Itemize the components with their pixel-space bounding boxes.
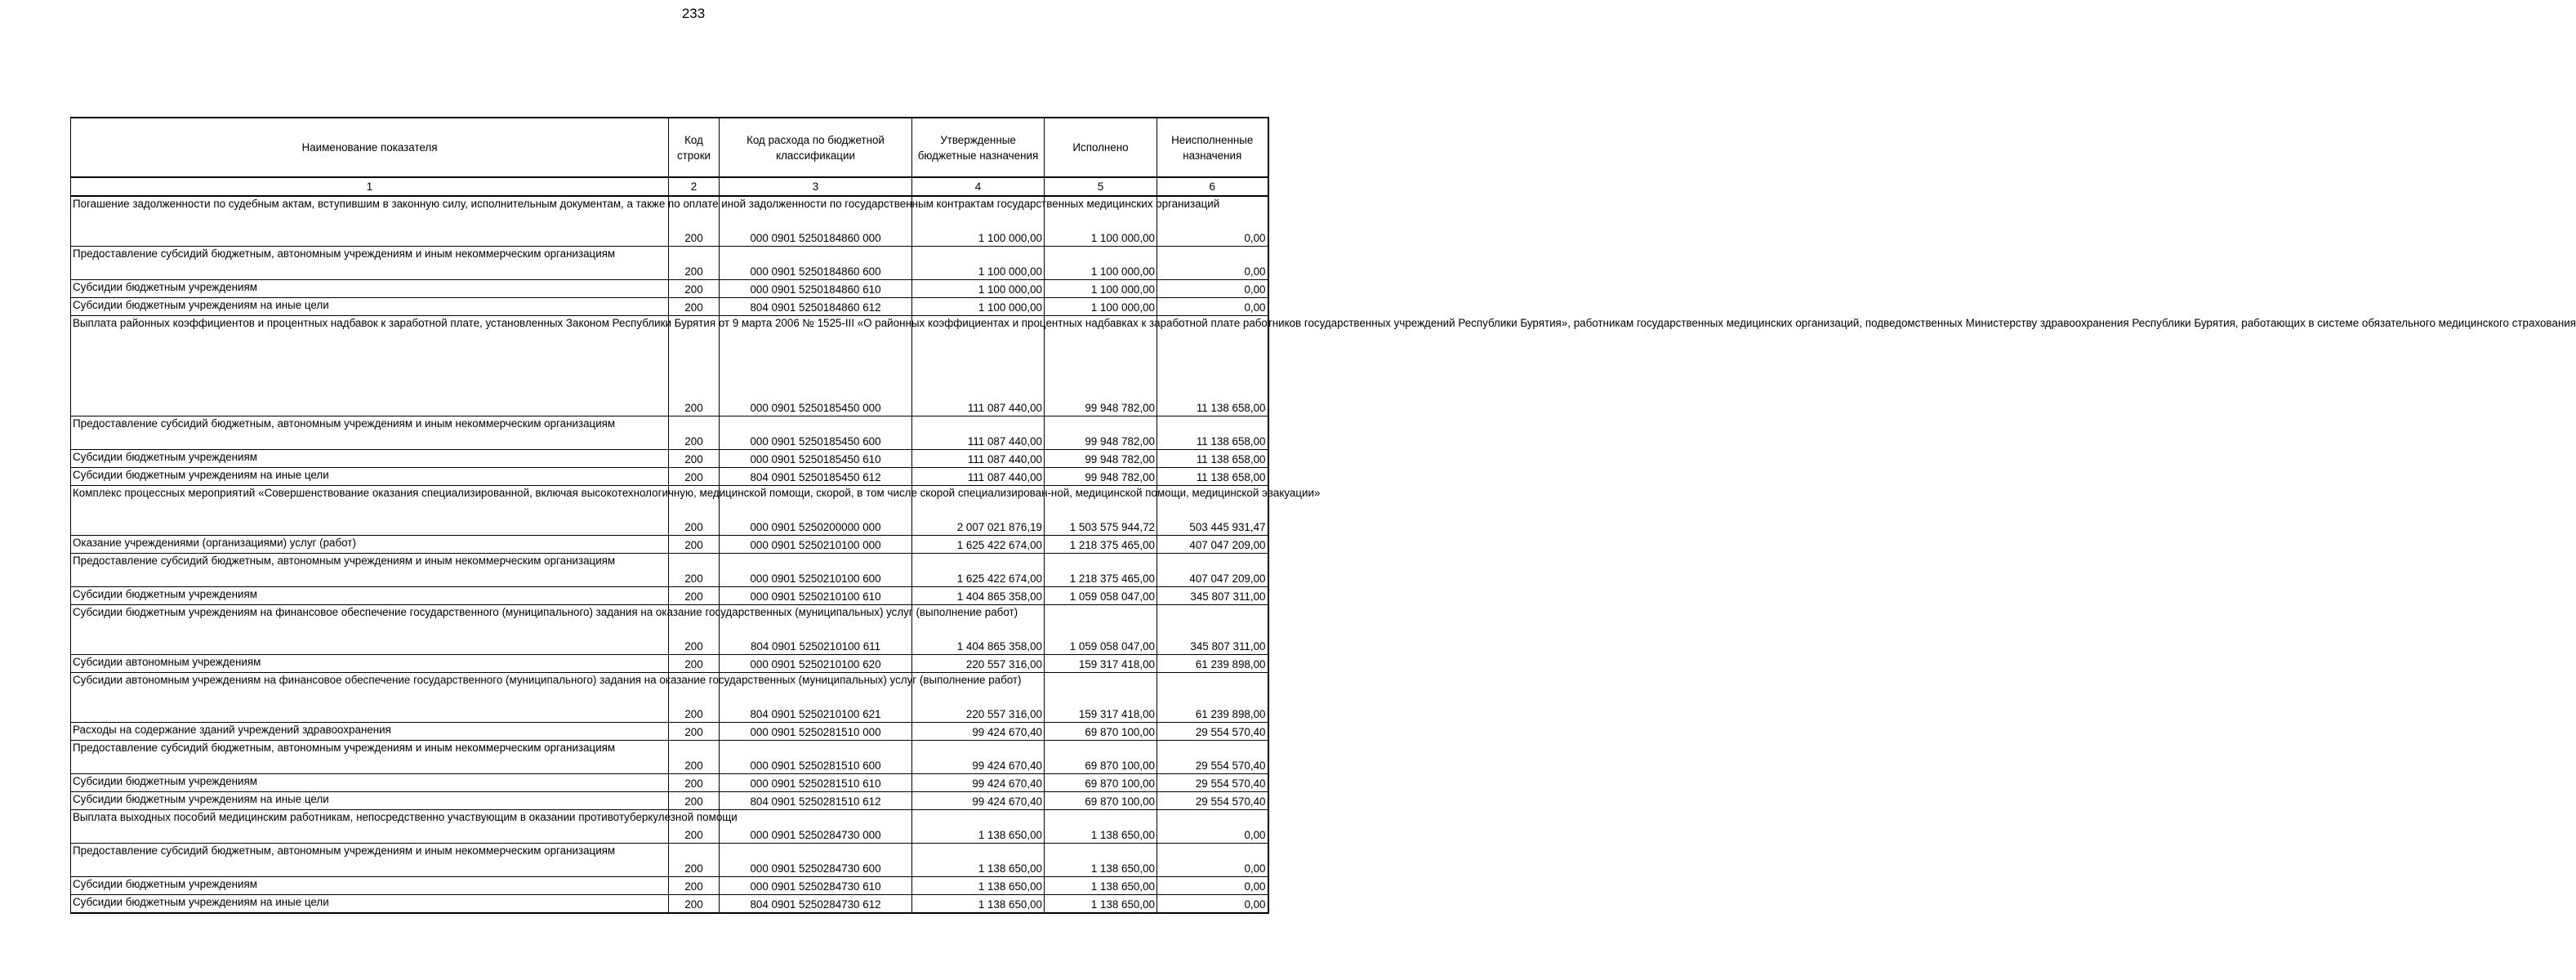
table-row [71, 280, 1268, 298]
table-row [71, 416, 1268, 450]
indicator-name-cell: Субсидии бюджетным учреждениям [71, 774, 669, 792]
column-number: 3 [720, 177, 912, 196]
row-code-cell: 200 [669, 673, 720, 723]
unexecuted-amount-cell: 407 047 209,00 [1157, 536, 1268, 554]
indicator-name-cell: Погашение задолженности по судебным актам, вступившим в законную силу, исполнительным документам, а также по оплате иной задолженности по государственным контрактам государственных медицинских организаций [71, 196, 669, 247]
unexecuted-amount-cell: 0,00 [1157, 877, 1268, 895]
table-row [71, 673, 1268, 723]
table-row [71, 723, 1268, 741]
row-code-cell: 200 [669, 877, 720, 895]
executed-amount-cell: 1 059 058 047,00 [1045, 587, 1157, 605]
indicator-name-cell: Субсидии бюджетным учреждениям [71, 280, 669, 298]
indicator-name-cell: Выплата районных коэффициентов и процентных надбавок к заработной плате, установленных Законом Республики Бурятия от 9 марта 2006 № 1525-III «О районных коэффициентах и процентных надбавках к заработной плате работников государственных учреждений Республики Бурятия», работникам государственных медицинских организаций, подведомственных Министерству здравоохранения Республики Бурятия, работающих в системе обязательного медицинского страхования [71, 316, 669, 416]
approved-amount-cell: 1 625 422 674,00 [912, 554, 1045, 587]
unexecuted-amount-cell: 61 239 898,00 [1157, 673, 1268, 723]
approved-amount-cell: 1 404 865 358,00 [912, 587, 1045, 605]
approved-amount-cell: 111 087 440,00 [912, 450, 1045, 468]
row-code-cell: 200 [669, 450, 720, 468]
indicator-name-cell: Выплата выходных пособий медицинским работникам, непосредственно участвующим в оказании противотуберкулезной помощи [71, 810, 669, 844]
executed-amount-cell: 1 100 000,00 [1045, 196, 1157, 247]
table-row [71, 877, 1268, 895]
approved-amount-cell: 99 424 670,40 [912, 741, 1045, 774]
header-cell: Утвержденные бюджетные назначения [912, 118, 1045, 177]
approved-amount-cell: 1 100 000,00 [912, 247, 1045, 280]
indicator-name-cell: Расходы на содержание зданий учреждений здравоохранения [71, 723, 669, 741]
approved-amount-cell: 1 138 650,00 [912, 895, 1045, 914]
budget-classification-cell: 000 0901 5250184860 600 [720, 247, 912, 280]
unexecuted-amount-cell: 11 138 658,00 [1157, 468, 1268, 486]
unexecuted-amount-cell: 0,00 [1157, 280, 1268, 298]
budget-classification-cell: 000 0901 5250210100 610 [720, 587, 912, 605]
approved-amount-cell: 111 087 440,00 [912, 468, 1045, 486]
budget-classification-cell: 000 0901 5250210100 600 [720, 554, 912, 587]
executed-amount-cell: 1 138 650,00 [1045, 895, 1157, 914]
executed-amount-cell: 1 100 000,00 [1045, 298, 1157, 316]
row-code-cell: 200 [669, 810, 720, 844]
indicator-name-cell: Субсидии бюджетным учреждениям на финансовое обеспечение государственного (муниципального) задания на оказание государственных (муниципальных) услуг (выполнение работ) [71, 605, 669, 655]
executed-amount-cell: 1 138 650,00 [1045, 877, 1157, 895]
indicator-name-cell: Субсидии бюджетным учреждениям [71, 450, 669, 468]
executed-amount-cell: 69 870 100,00 [1045, 741, 1157, 774]
unexecuted-amount-cell: 61 239 898,00 [1157, 655, 1268, 673]
table-row [71, 774, 1268, 792]
header-cell: Исполнено [1045, 118, 1157, 177]
table-row [71, 587, 1268, 605]
budget-report-table [70, 117, 2576, 914]
approved-amount-cell: 111 087 440,00 [912, 416, 1045, 450]
unexecuted-amount-cell: 29 554 570,40 [1157, 792, 1268, 810]
executed-amount-cell: 99 948 782,00 [1045, 416, 1157, 450]
budget-classification-cell: 000 0901 5250185450 000 [720, 316, 912, 416]
approved-amount-cell: 1 138 650,00 [912, 877, 1045, 895]
row-code-cell: 200 [669, 741, 720, 774]
approved-amount-cell: 1 625 422 674,00 [912, 536, 1045, 554]
budget-classification-cell: 804 0901 5250284730 612 [720, 895, 912, 914]
column-number: 6 [1157, 177, 1268, 196]
unexecuted-amount-cell: 11 138 658,00 [1157, 416, 1268, 450]
indicator-name-cell: Субсидии бюджетным учреждениям на иные цели [71, 298, 669, 316]
unexecuted-amount-cell: 0,00 [1157, 895, 1268, 914]
table-row [71, 298, 1268, 316]
approved-amount-cell: 1 138 650,00 [912, 810, 1045, 844]
approved-amount-cell: 1 100 000,00 [912, 298, 1045, 316]
row-code-cell: 200 [669, 723, 720, 741]
budget-classification-cell: 000 0901 5250184860 610 [720, 280, 912, 298]
table-row [71, 655, 1268, 673]
unexecuted-amount-cell: 407 047 209,00 [1157, 554, 1268, 587]
header-cell: Неисполненные назначения [1157, 118, 1268, 177]
unexecuted-amount-cell: 345 807 311,00 [1157, 587, 1268, 605]
unexecuted-amount-cell: 345 807 311,00 [1157, 605, 1268, 655]
table-row [71, 741, 1268, 774]
table-row [71, 486, 1268, 536]
budget-classification-cell: 000 0901 5250185450 610 [720, 450, 912, 468]
executed-amount-cell: 1 138 650,00 [1045, 844, 1157, 877]
executed-amount-cell: 99 948 782,00 [1045, 468, 1157, 486]
indicator-name-cell: Субсидии бюджетным учреждениям [71, 877, 669, 895]
indicator-name-cell: Оказание учреждениями (организациями) услуг (работ) [71, 536, 669, 554]
column-number: 1 [71, 177, 669, 196]
page-number: 233 [681, 6, 706, 21]
executed-amount-cell: 99 948 782,00 [1045, 450, 1157, 468]
table-row [71, 895, 1268, 914]
budget-classification-cell: 000 0901 5250200000 000 [720, 486, 912, 536]
indicator-name-cell: Субсидии бюджетным учреждениям на иные цели [71, 792, 669, 810]
approved-amount-cell: 99 424 670,40 [912, 774, 1045, 792]
budget-classification-cell: 000 0901 5250284730 610 [720, 877, 912, 895]
budget-classification-cell: 000 0901 5250185450 600 [720, 416, 912, 450]
budget-classification-cell: 000 0901 5250281510 000 [720, 723, 912, 741]
indicator-name-cell: Субсидии автономным учреждениям на финансовое обеспечение государственного (муниципального) задания на оказание государственных (муниципальных) услуг (выполнение работ) [71, 673, 669, 723]
table-row [71, 810, 1268, 844]
approved-amount-cell: 111 087 440,00 [912, 316, 1045, 416]
unexecuted-amount-cell: 0,00 [1157, 298, 1268, 316]
column-number: 5 [1045, 177, 1157, 196]
budget-classification-cell: 000 0901 5250210100 000 [720, 536, 912, 554]
table-row [71, 196, 1268, 247]
unexecuted-amount-cell: 11 138 658,00 [1157, 316, 1268, 416]
budget-classification-cell: 000 0901 5250284730 000 [720, 810, 912, 844]
budget-classification-cell: 000 0901 5250210100 620 [720, 655, 912, 673]
table-row [71, 844, 1268, 877]
header-cell: Код расхода по бюджетной классификации [720, 118, 912, 177]
row-code-cell: 200 [669, 792, 720, 810]
executed-amount-cell: 1 503 575 944,72 [1045, 486, 1157, 536]
executed-amount-cell: 99 948 782,00 [1045, 316, 1157, 416]
executed-amount-cell: 1 218 375 465,00 [1045, 554, 1157, 587]
unexecuted-amount-cell: 0,00 [1157, 196, 1268, 247]
budget-classification-cell: 804 0901 5250184860 612 [720, 298, 912, 316]
executed-amount-cell: 159 317 418,00 [1045, 673, 1157, 723]
unexecuted-amount-cell: 29 554 570,40 [1157, 741, 1268, 774]
approved-amount-cell: 99 424 670,40 [912, 792, 1045, 810]
budget-classification-cell: 804 0901 5250281510 612 [720, 792, 912, 810]
unexecuted-amount-cell: 29 554 570,40 [1157, 774, 1268, 792]
row-code-cell: 200 [669, 247, 720, 280]
row-code-cell: 200 [669, 316, 720, 416]
row-code-cell: 200 [669, 895, 720, 914]
column-number: 2 [669, 177, 720, 196]
executed-amount-cell: 159 317 418,00 [1045, 655, 1157, 673]
indicator-name-cell: Предоставление субсидий бюджетным, автономным учреждениям и иным некоммерческим организациям [71, 416, 669, 450]
unexecuted-amount-cell: 0,00 [1157, 810, 1268, 844]
unexecuted-amount-cell: 0,00 [1157, 247, 1268, 280]
indicator-name-cell: Предоставление субсидий бюджетным, автономным учреждениям и иным некоммерческим организациям [71, 247, 669, 280]
approved-amount-cell: 2 007 021 876,19 [912, 486, 1045, 536]
budget-classification-cell: 804 0901 5250210100 611 [720, 605, 912, 655]
budget-classification-cell: 000 0901 5250284730 600 [720, 844, 912, 877]
row-code-cell: 200 [669, 587, 720, 605]
executed-amount-cell: 69 870 100,00 [1045, 774, 1157, 792]
budget-classification-cell: 000 0901 5250281510 600 [720, 741, 912, 774]
header-row [71, 118, 1268, 177]
executed-amount-cell: 1 218 375 465,00 [1045, 536, 1157, 554]
row-code-cell: 200 [669, 486, 720, 536]
approved-amount-cell: 1 100 000,00 [912, 280, 1045, 298]
indicator-name-cell: Предоставление субсидий бюджетным, автономным учреждениям и иным некоммерческим организациям [71, 844, 669, 877]
unexecuted-amount-cell: 11 138 658,00 [1157, 450, 1268, 468]
indicator-name-cell: Субсидии бюджетным учреждениям [71, 587, 669, 605]
indicator-name-cell: Субсидии автономным учреждениям [71, 655, 669, 673]
indicator-name-cell: Субсидии бюджетным учреждениям на иные цели [71, 468, 669, 486]
row-code-cell: 200 [669, 655, 720, 673]
table-row [71, 554, 1268, 587]
budget-classification-cell: 804 0901 5250210100 621 [720, 673, 912, 723]
row-code-cell: 200 [669, 416, 720, 450]
row-code-cell: 200 [669, 774, 720, 792]
approved-amount-cell: 1 100 000,00 [912, 196, 1045, 247]
indicator-name-cell: Субсидии бюджетным учреждениям на иные цели [71, 895, 669, 914]
table-row [71, 536, 1268, 554]
indicator-name-cell: Предоставление субсидий бюджетным, автономным учреждениям и иным некоммерческим организациям [71, 554, 669, 587]
table-row [71, 450, 1268, 468]
column-number-row [71, 177, 1268, 196]
executed-amount-cell: 69 870 100,00 [1045, 792, 1157, 810]
executed-amount-cell: 1 100 000,00 [1045, 247, 1157, 280]
column-number: 4 [912, 177, 1045, 196]
budget-classification-cell: 804 0901 5250185450 612 [720, 468, 912, 486]
unexecuted-amount-cell: 503 445 931,47 [1157, 486, 1268, 536]
table-body [71, 196, 2576, 913]
row-code-cell: 200 [669, 468, 720, 486]
row-code-cell: 200 [669, 554, 720, 587]
table-row [71, 247, 1268, 280]
table-row [71, 792, 1268, 810]
row-code-cell: 200 [669, 280, 720, 298]
table-row [71, 605, 1268, 655]
approved-amount-cell: 220 557 316,00 [912, 673, 1045, 723]
budget-classification-cell: 000 0901 5250184860 000 [720, 196, 912, 247]
approved-amount-cell: 220 557 316,00 [912, 655, 1045, 673]
row-code-cell: 200 [669, 196, 720, 247]
row-code-cell: 200 [669, 844, 720, 877]
approved-amount-cell: 99 424 670,40 [912, 723, 1045, 741]
executed-amount-cell: 1 138 650,00 [1045, 810, 1157, 844]
unexecuted-amount-cell: 0,00 [1157, 844, 1268, 877]
approved-amount-cell: 1 404 865 358,00 [912, 605, 1045, 655]
indicator-name-cell: Комплекс процессных мероприятий «Совершенствование оказания специализированной, включая высокотехнологичную, медицинской помощи, скорой, в том числе скорой специализирован-ной, медицинской помощи, медицинской эвакуации» [71, 486, 669, 536]
row-code-cell: 200 [669, 605, 720, 655]
table-row [71, 468, 1268, 486]
executed-amount-cell: 1 059 058 047,00 [1045, 605, 1157, 655]
executed-amount-cell: 1 100 000,00 [1045, 280, 1157, 298]
row-code-cell: 200 [669, 536, 720, 554]
executed-amount-cell: 69 870 100,00 [1045, 723, 1157, 741]
row-code-cell: 200 [669, 298, 720, 316]
budget-classification-cell: 000 0901 5250281510 610 [720, 774, 912, 792]
table-row [71, 316, 1268, 416]
header-cell: Наименование показателя [71, 118, 669, 177]
indicator-name-cell: Предоставление субсидий бюджетным, автономным учреждениям и иным некоммерческим организациям [71, 741, 669, 774]
approved-amount-cell: 1 138 650,00 [912, 844, 1045, 877]
header-cell: Код строки [669, 118, 720, 177]
unexecuted-amount-cell: 29 554 570,40 [1157, 723, 1268, 741]
